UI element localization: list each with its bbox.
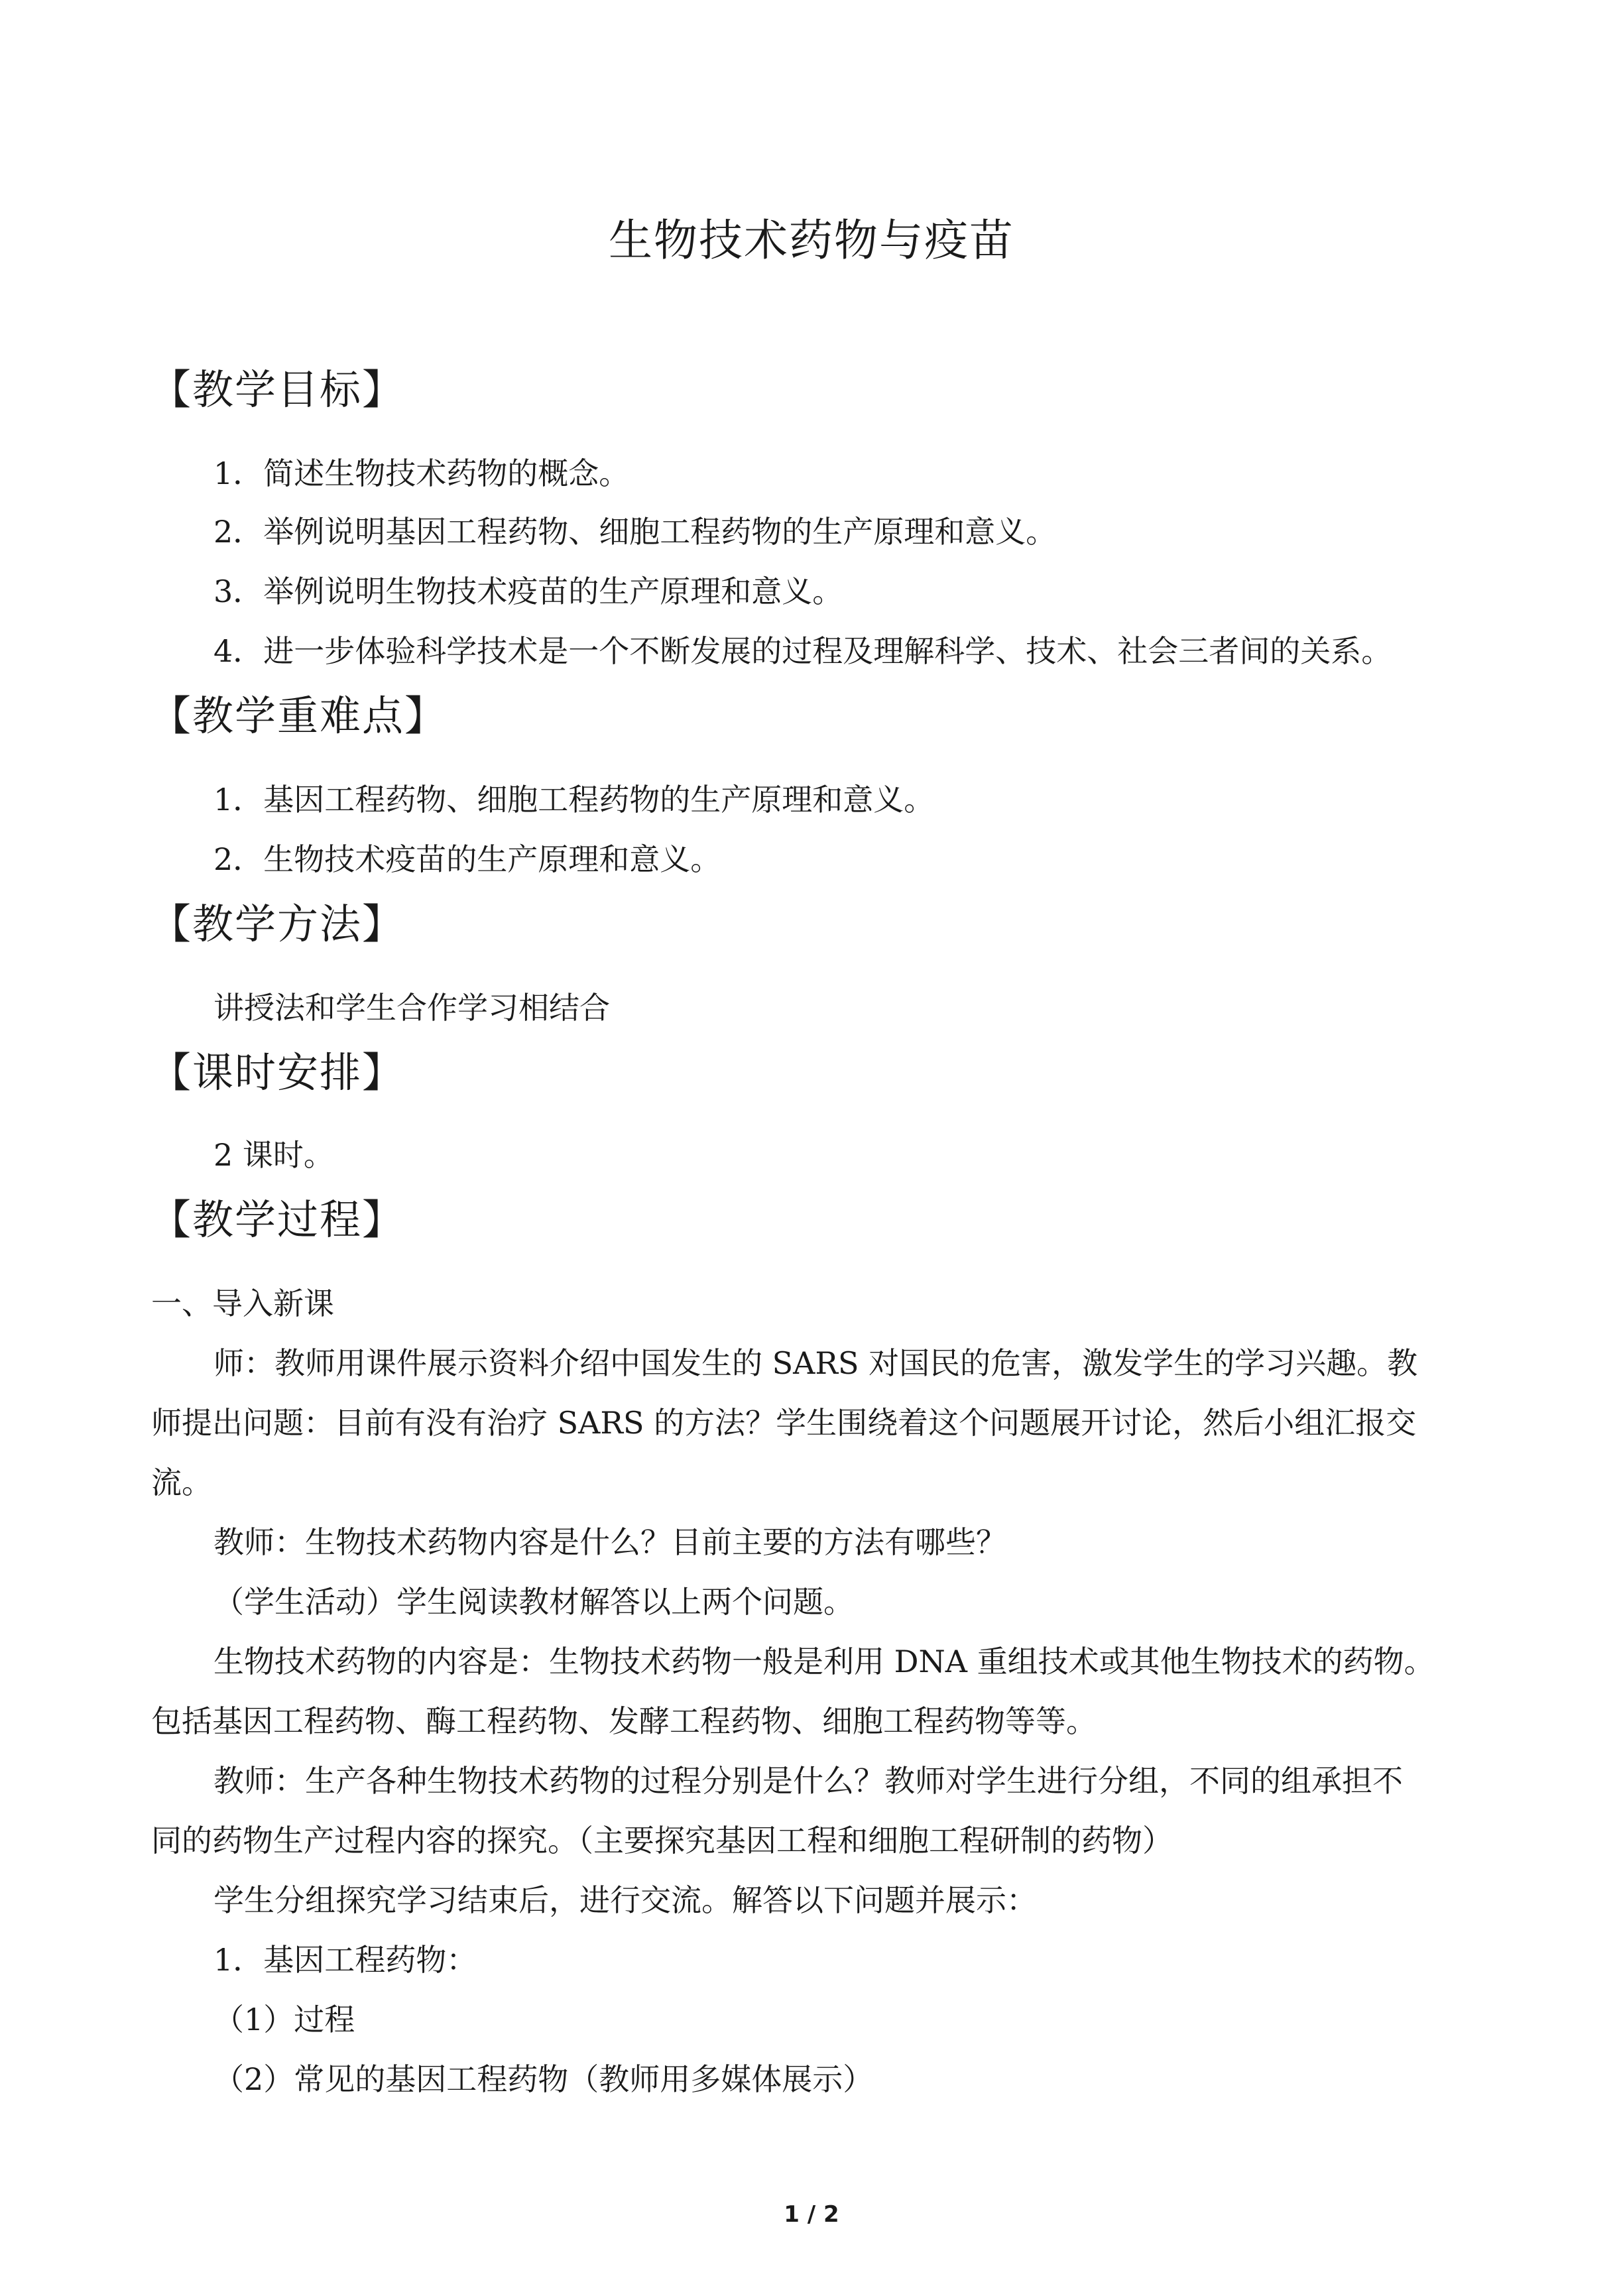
process-line-10: 同的药物生产过程内容的探究。（主要探究基因工程和细胞工程研制的药物） <box>151 1823 1173 1858</box>
key-point-item-2: 2．生物技术疫苗的生产原理和意义。 <box>213 841 721 877</box>
heading-key-points: 【教学重难点】 <box>150 692 448 740</box>
process-line-7: 生物技术药物的内容是：生物技术药物一般是利用 DNA 重组技术或其他生物技术的药物。 <box>213 1644 1435 1679</box>
page-number: 1 / 2 <box>784 2201 839 2228</box>
heading-process: 【教学过程】 <box>150 1195 405 1244</box>
process-line-14: （2）常见的基因工程药物（教师用多媒体展示） <box>213 2061 874 2097</box>
objective-item-4: 4．进一步体验科学技术是一个不断发展的过程及理解科学、技术、社会三者间的关系。 <box>213 633 1392 669</box>
process-line-11: 学生分组探究学习结束后，进行交流。解答以下问题并展示： <box>213 1882 1037 1918</box>
process-line-12: 1．基因工程药物： <box>213 1942 477 1978</box>
process-line-2: 师：教师用课件展示资料介绍中国发生的 SARS 对国民的危害，激发学生的学习兴趣。教 <box>213 1345 1418 1381</box>
heading-schedule: 【课时安排】 <box>150 1048 405 1097</box>
heading-method: 【教学方法】 <box>150 900 405 948</box>
objective-item-1: 1．简述生物技术药物的概念。 <box>213 455 630 491</box>
key-point-item-1: 1．基因工程药物、细胞工程药物的生产原理和意义。 <box>213 782 935 817</box>
process-line-9: 教师：生产各种生物技术药物的过程分别是什么？教师对学生进行分组，不同的组承担不 <box>213 1763 1403 1799</box>
process-line-8: 包括基因工程药物、酶工程药物、发酵工程药物、细胞工程药物等等。 <box>151 1703 1097 1739</box>
process-line-13: （1）过程 <box>213 2002 355 2037</box>
objective-item-2: 2．举例说明基因工程药物、细胞工程药物的生产原理和意义。 <box>213 514 1057 550</box>
objective-item-3: 3．举例说明生物技术疫苗的生产原理和意义。 <box>213 574 843 609</box>
document-title: 生物技术药物与疫苗 <box>609 215 1014 266</box>
process-line-3: 师提出问题：目前有没有治疗 SARS 的方法？学生围绕着这个问题展开讨论，然后小组汇报交 <box>151 1405 1417 1441</box>
process-line-4: 流。 <box>151 1465 212 1500</box>
method-text: 讲授法和学生合作学习相结合 <box>213 990 610 1026</box>
process-line-6: （学生活动）学生阅读教材解答以上两个问题。 <box>213 1584 854 1620</box>
process-line-5: 教师：生物技术药物内容是什么？目前主要的方法有哪些？ <box>213 1524 1006 1560</box>
process-line-1: 一、导入新课 <box>151 1286 334 1321</box>
schedule-text: 2 课时。 <box>213 1137 334 1173</box>
heading-objectives: 【教学目标】 <box>150 365 405 414</box>
